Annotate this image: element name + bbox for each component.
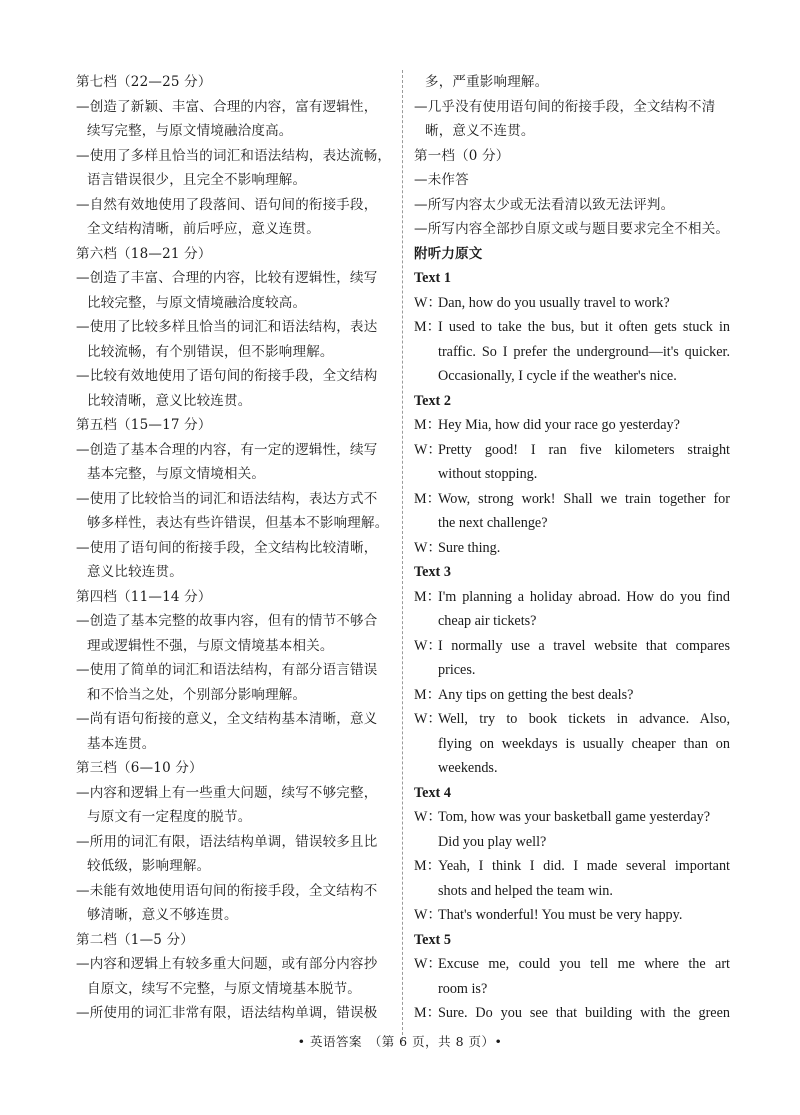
speaker-label: M：	[414, 686, 441, 703]
dialogue-text: Well, try to book tickets in advance. Also,	[438, 711, 730, 727]
grade-3-heading: 第三档（6—10 分）	[76, 760, 203, 776]
criterion-line: —使用了比较多样且恰当的词汇和语法结构，表达	[76, 319, 378, 335]
dialogue-line	[414, 903, 730, 928]
dialogue-text: I normally use a travel website that compares	[438, 637, 730, 654]
criterion-line: —所使用的词汇非常有限，语法结构单调，错误极	[76, 1005, 378, 1021]
dialogue-line	[414, 291, 730, 316]
text-5-heading: Text 5	[414, 931, 451, 948]
dialogue-continuation: Occasionally, I cycle if the weather's nice.	[438, 368, 677, 384]
criterion-line: —创造了基本合理的内容，有一定的逻辑性，续写	[76, 441, 378, 458]
criterion-line: 够多样性，表达有些许错误，但基本不影响理解。	[87, 515, 389, 531]
speaker-label: M：	[414, 417, 441, 433]
criterion-line: —内容和逻辑上有较多重大问题，或有部分内容抄	[76, 956, 378, 972]
text-2-heading: Text 2	[414, 392, 451, 409]
criterion-line: 比较清晰，意义比较连贯。	[87, 392, 252, 409]
criterion-line: 基本连贯。	[87, 735, 156, 752]
criterion-line: —所写内容全部抄自原文或与题目要求完全不相关。	[414, 221, 730, 237]
column-divider	[402, 70, 403, 1040]
speaker-label: W：	[414, 956, 442, 972]
grade-7-heading: 第七档（22—25 分）	[76, 74, 212, 90]
grade-6-heading: 第六档（18—21 分）	[76, 245, 212, 262]
criterion-line: —内容和逻辑上有一些重大问题，续写不够完整，	[76, 784, 378, 801]
criterion-line: —使用了多样且恰当的词汇和语法结构，表达流畅，	[76, 147, 392, 164]
dialogue-line	[414, 707, 730, 732]
dialogue-line	[414, 585, 730, 610]
speaker-label: W：	[414, 637, 442, 654]
criterion-line: —所写内容太少或无法看清以致无法评判。	[414, 196, 675, 213]
criterion-line: —创造了丰富、合理的内容，比较有逻辑性，续写	[76, 270, 378, 286]
criterion-line: 和不恰当之处，个别部分影响理解。	[87, 686, 307, 703]
criterion-line: —使用了简单的词汇和语法结构，有部分语言错误	[76, 662, 378, 678]
criterion-line: —尚有语句衔接的意义，全文结构基本清晰，意义	[76, 711, 378, 727]
criterion-line: 比较流畅，有个别错误，但不影响理解。	[87, 343, 334, 360]
speaker-label: W：	[414, 441, 442, 458]
dialogue-text: Sure thing.	[438, 539, 501, 556]
dialogue-text: I'm planning a holiday abroad. How do you find	[438, 588, 730, 605]
dialogue-text: Any tips on getting the best deals?	[438, 686, 634, 703]
criterion-line: —使用了语句间的衔接手段，全文结构比较清晰，	[76, 539, 378, 556]
dialogue-text: Wow, strong work! Shall we train together for	[438, 490, 730, 507]
dialogue-continuation: the next challenge?	[438, 515, 548, 531]
dialogue-line	[414, 634, 730, 659]
page-footer: • 英语答案 （第 6 页，共 8 页）•	[297, 1034, 503, 1049]
grade-2-heading: 第二档（1—5 分）	[76, 931, 194, 948]
speaker-label: M：	[414, 588, 441, 605]
dialogue-line	[414, 487, 730, 512]
dialogue-line	[414, 438, 730, 463]
criterion-line: —未能有效地使用语句间的衔接手段，全文结构不	[76, 882, 378, 899]
grade-1-heading: 第一档（0 分）	[414, 147, 510, 164]
dialogue-continuation: traffic. So I prefer the underground—it's quicker.	[438, 343, 730, 360]
dialogue-text: That's wonderful! You must be very happy.	[438, 907, 683, 923]
dialogue-line	[414, 413, 730, 438]
criterion-line: 基本完整，与原文情境相关。	[87, 466, 266, 482]
dialogue-continuation: weekends.	[438, 760, 498, 776]
criterion-line: 晰，意义不连贯。	[425, 123, 535, 139]
dialogue-continuation: shots and helped the team win.	[438, 882, 613, 899]
text-1-heading: Text 1	[414, 270, 451, 286]
dialogue-line	[414, 805, 730, 830]
criterion-line: —自然有效地使用了段落间、语句间的衔接手段，	[76, 196, 378, 213]
dialogue-text: Hey Mia, how did your race go yesterday?	[438, 417, 680, 433]
grade-5-heading: 第五档（15—17 分）	[76, 417, 212, 433]
dialogue-continuation: without stopping.	[438, 466, 538, 482]
speaker-label: W：	[414, 711, 442, 727]
criterion-line: —创造了新颖、丰富、合理的内容，富有逻辑性，	[76, 98, 378, 115]
text-3-heading: Text 3	[414, 564, 451, 580]
criterion-line: —几乎没有使用语句间的衔接手段，全文结构不清	[414, 98, 716, 115]
speaker-label: M：	[414, 858, 441, 874]
dialogue-continuation: room is?	[438, 980, 488, 997]
criterion-line: 比较完整，与原文情境融洽度较高。	[87, 294, 307, 311]
dialogue-line	[414, 315, 730, 340]
criterion-line: —使用了比较恰当的词汇和语法结构，表达方式不	[76, 490, 378, 507]
dialogue-continuation: Did you play well?	[438, 833, 547, 850]
criterion-line: 语言错误很少，且完全不影响理解。	[87, 172, 307, 188]
speaker-label: M：	[414, 1005, 441, 1021]
criterion-line: —创造了基本完整的故事内容，但有的情节不够合	[76, 613, 378, 629]
criterion-line: 够清晰，意义不够连贯。	[87, 907, 238, 923]
criterion-line: 理或逻辑性不强，与原文情境基本相关。	[87, 637, 334, 654]
speaker-label: W：	[414, 294, 442, 311]
dialogue-text: Yeah, I think I did. I made several important	[438, 858, 730, 874]
criterion-line: 较低级，影响理解。	[87, 858, 211, 874]
dialogue-continuation: cheap air tickets?	[438, 613, 537, 629]
criterion-line: 自原文，续写不完整，与原文情境基本脱节。	[87, 980, 361, 997]
right-column	[414, 70, 730, 1026]
dialogue-text: I used to take the bus, but it often gets stuck in	[438, 319, 730, 335]
speaker-label: M：	[414, 490, 441, 507]
dialogue-line	[414, 952, 730, 977]
speaker-label: W：	[414, 907, 442, 923]
dialogue-text: Sure. Do you see that building with the green	[438, 1005, 730, 1021]
criterion-line: —未作答	[414, 172, 469, 188]
dialogue-text: Pretty good! I ran five kilometers straight	[438, 441, 730, 458]
criterion-line: —比较有效地使用了语句间的衔接手段，全文结构	[76, 368, 378, 384]
criterion-line: 多，严重影响理解。	[425, 74, 549, 90]
dialogue-line	[414, 854, 730, 879]
appendix-heading: 附听力原文	[414, 245, 483, 262]
dialogue-line	[414, 1001, 730, 1026]
speaker-label: W：	[414, 809, 442, 825]
dialogue-text: Dan, how do you usually travel to work?	[438, 294, 670, 311]
criterion-line: 意义比较连贯。	[87, 564, 183, 580]
criterion-line: —所用的词汇有限，语法结构单调，错误较多且比	[76, 833, 378, 850]
criterion-line: 与原文有一定程度的脱节。	[87, 809, 252, 825]
dialogue-line	[414, 683, 730, 708]
grade-4-heading: 第四档（11—14 分）	[76, 588, 212, 605]
dialogue-text: Tom, how was your basketball game yesterday?	[438, 809, 711, 825]
dialogue-line	[414, 536, 730, 561]
dialogue-text: Excuse me, could you tell me where the art	[438, 956, 730, 972]
speaker-label: M：	[414, 319, 441, 335]
dialogue-continuation: prices.	[438, 662, 476, 678]
criterion-line: 续写完整，与原文情境融洽度高。	[87, 123, 293, 139]
text-4-heading: Text 4	[414, 784, 451, 801]
left-column	[76, 70, 394, 1026]
criterion-line: 全文结构清晰，前后呼应，意义连贯。	[87, 221, 320, 237]
dialogue-continuation: flying on weekdays is usually cheaper than on	[438, 735, 730, 752]
speaker-label: W：	[414, 539, 442, 556]
